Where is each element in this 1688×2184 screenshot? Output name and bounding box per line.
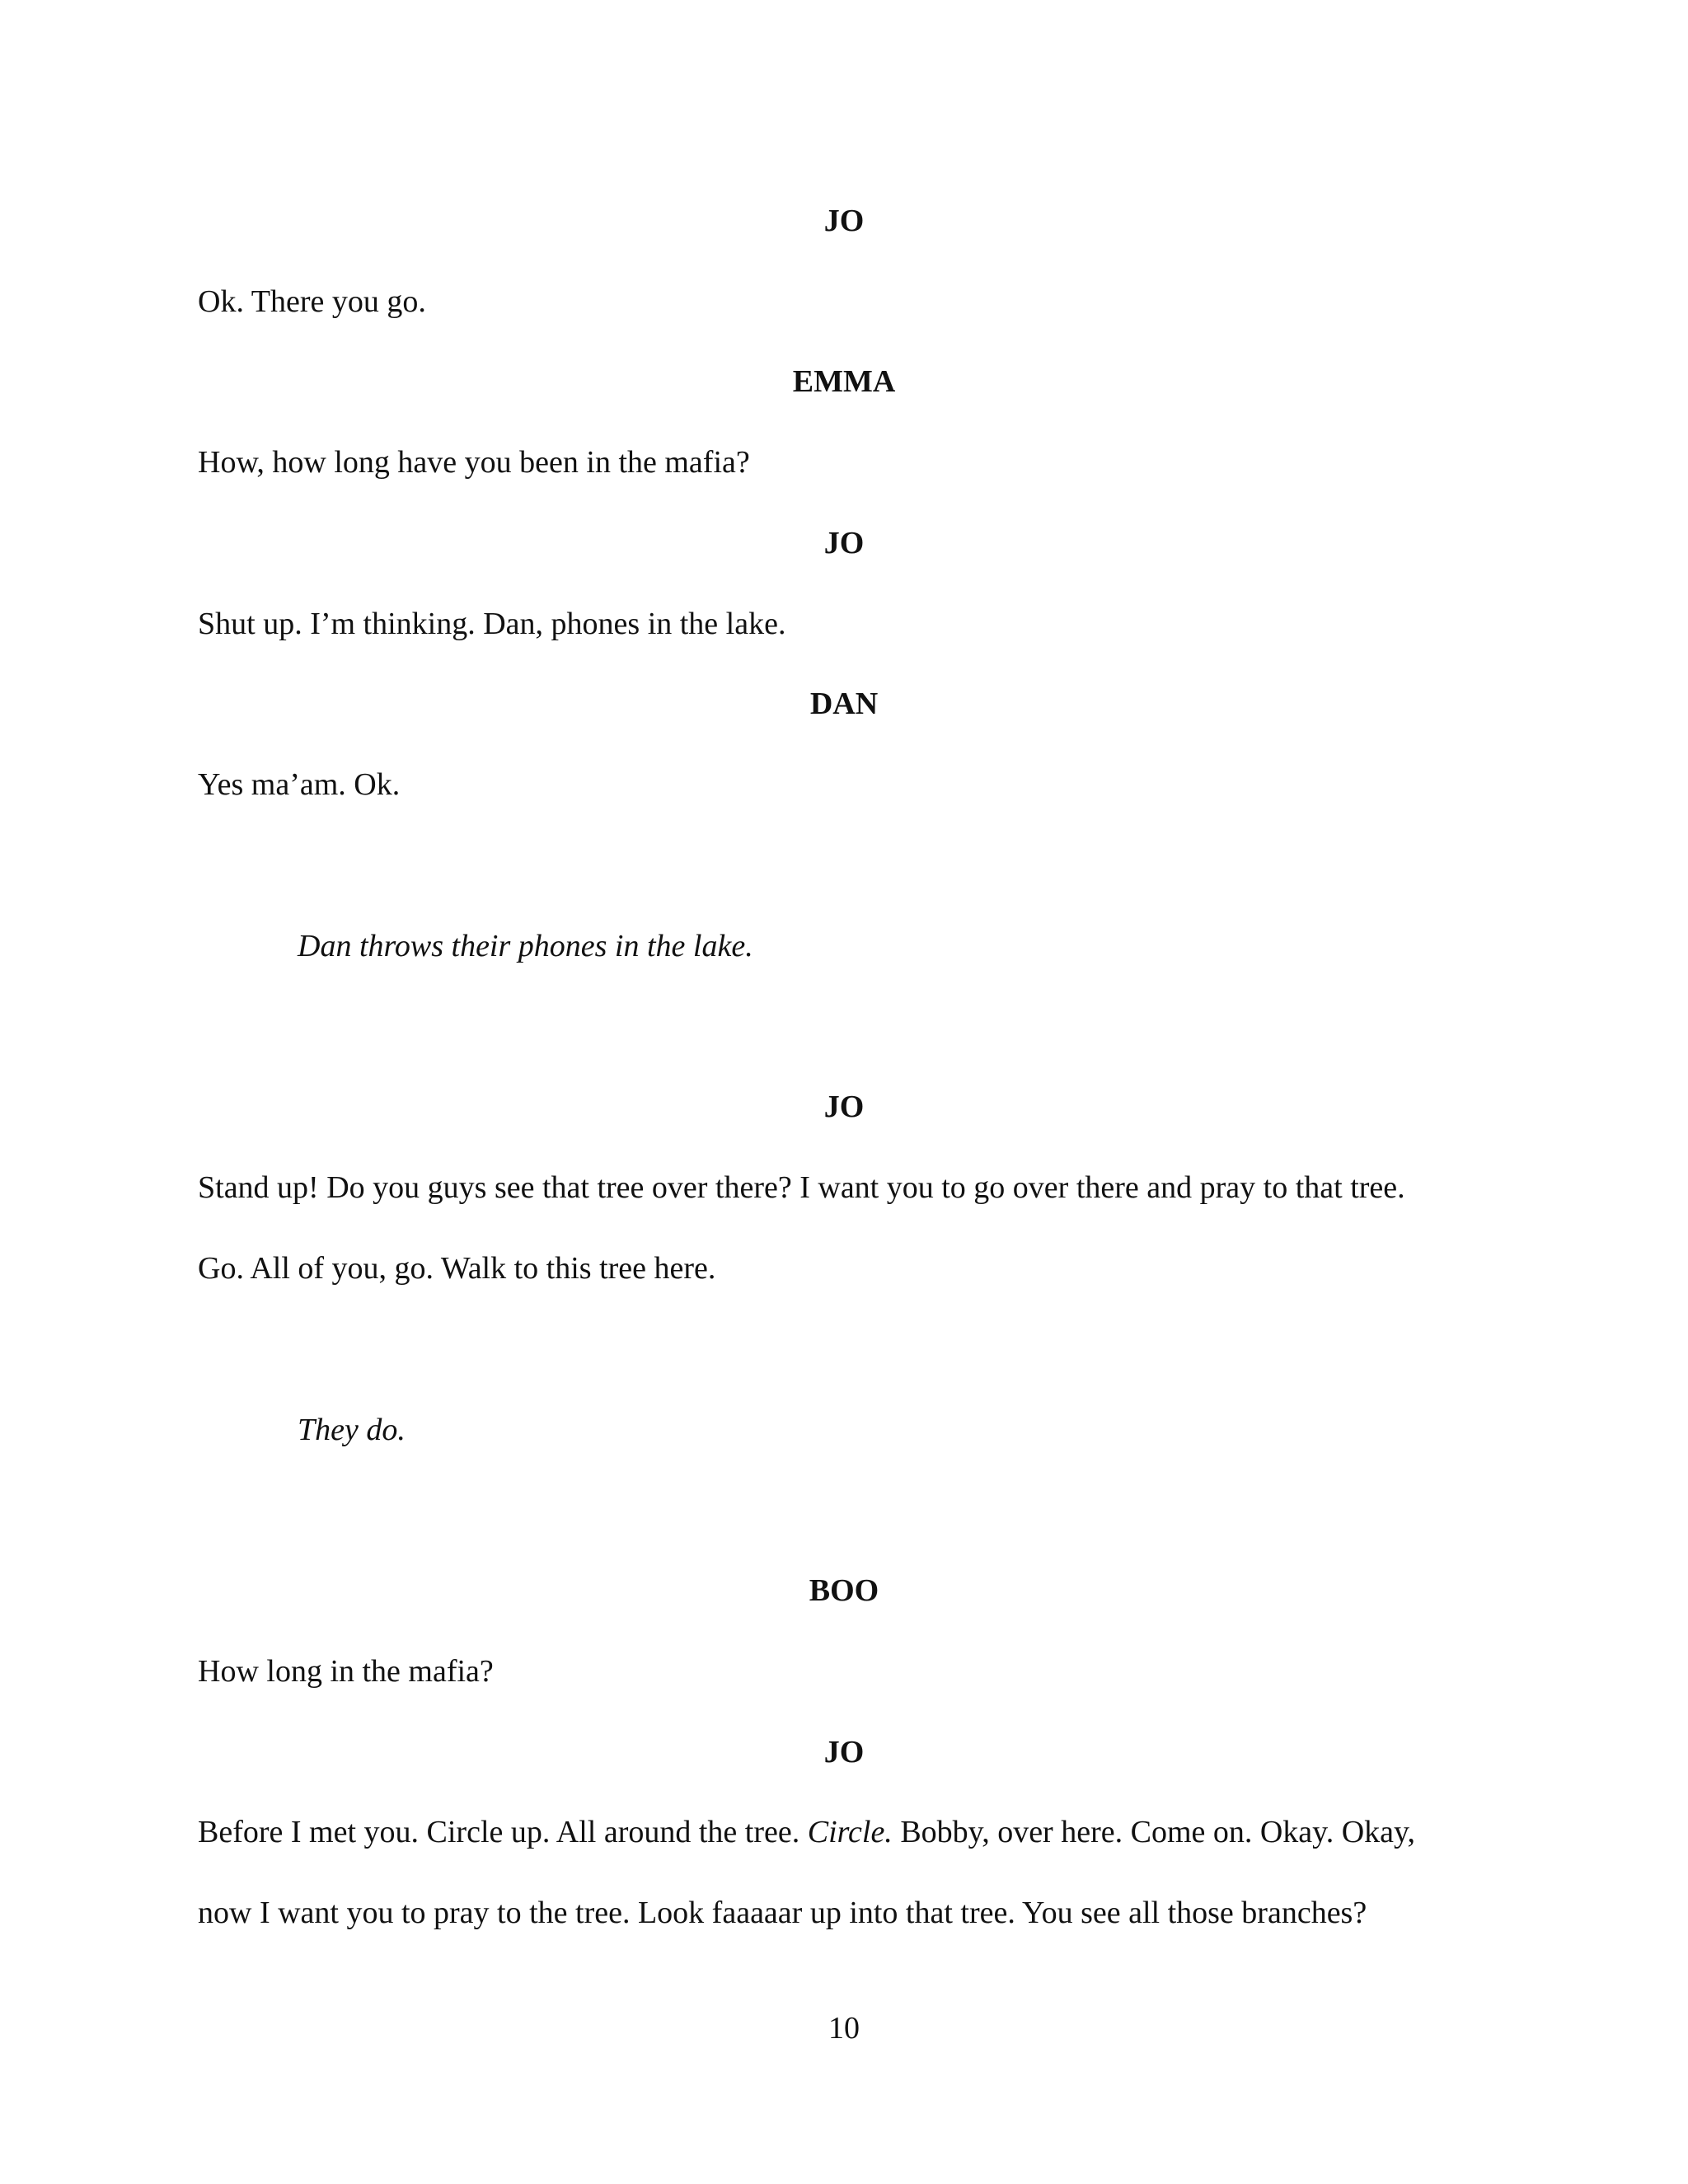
emphasized-word: Circle. [807,1815,893,1849]
dialogue-line: Shut up. I’m thinking. Dan, phones in the lake. [198,607,786,641]
page-number: 10 [828,2011,860,2046]
dialogue-line: How long in the mafia? [198,1654,494,1689]
character-name-dan: DAN [809,687,879,721]
dialogue-text: Bobby, over here. Come on. Okay. Okay, [892,1815,1416,1849]
character-name-jo: JO [823,1090,865,1124]
dialogue-line: How, how long have you been in the mafia? [198,445,750,480]
stage-direction: Dan throws their phones in the lake. [298,929,753,963]
character-name-jo: JO [823,204,865,238]
dialogue-line: Go. All of you, go. Walk to this tree here. [198,1251,716,1286]
character-name-jo: JO [823,526,865,560]
character-name-boo: BOO [809,1573,879,1608]
stage-direction: They do. [298,1413,406,1447]
dialogue-text: Before I met you. Circle up. All around the tree. [198,1815,808,1849]
dialogue-line: Yes ma’am. Ok. [198,767,401,802]
character-name-jo: JO [823,1735,865,1769]
character-name-emma: EMMA [792,364,896,399]
dialogue-line [198,1812,1415,1852]
dialogue-line: Stand up! Do you guys see that tree over there? I want you to go over there and pray to that tree. [198,1170,1405,1205]
dialogue-line: Ok. There you go. [198,284,426,319]
dialogue-line: now I want you to pray to the tree. Look faaaaar up into that tree. You see all those branches? [198,1896,1367,1930]
